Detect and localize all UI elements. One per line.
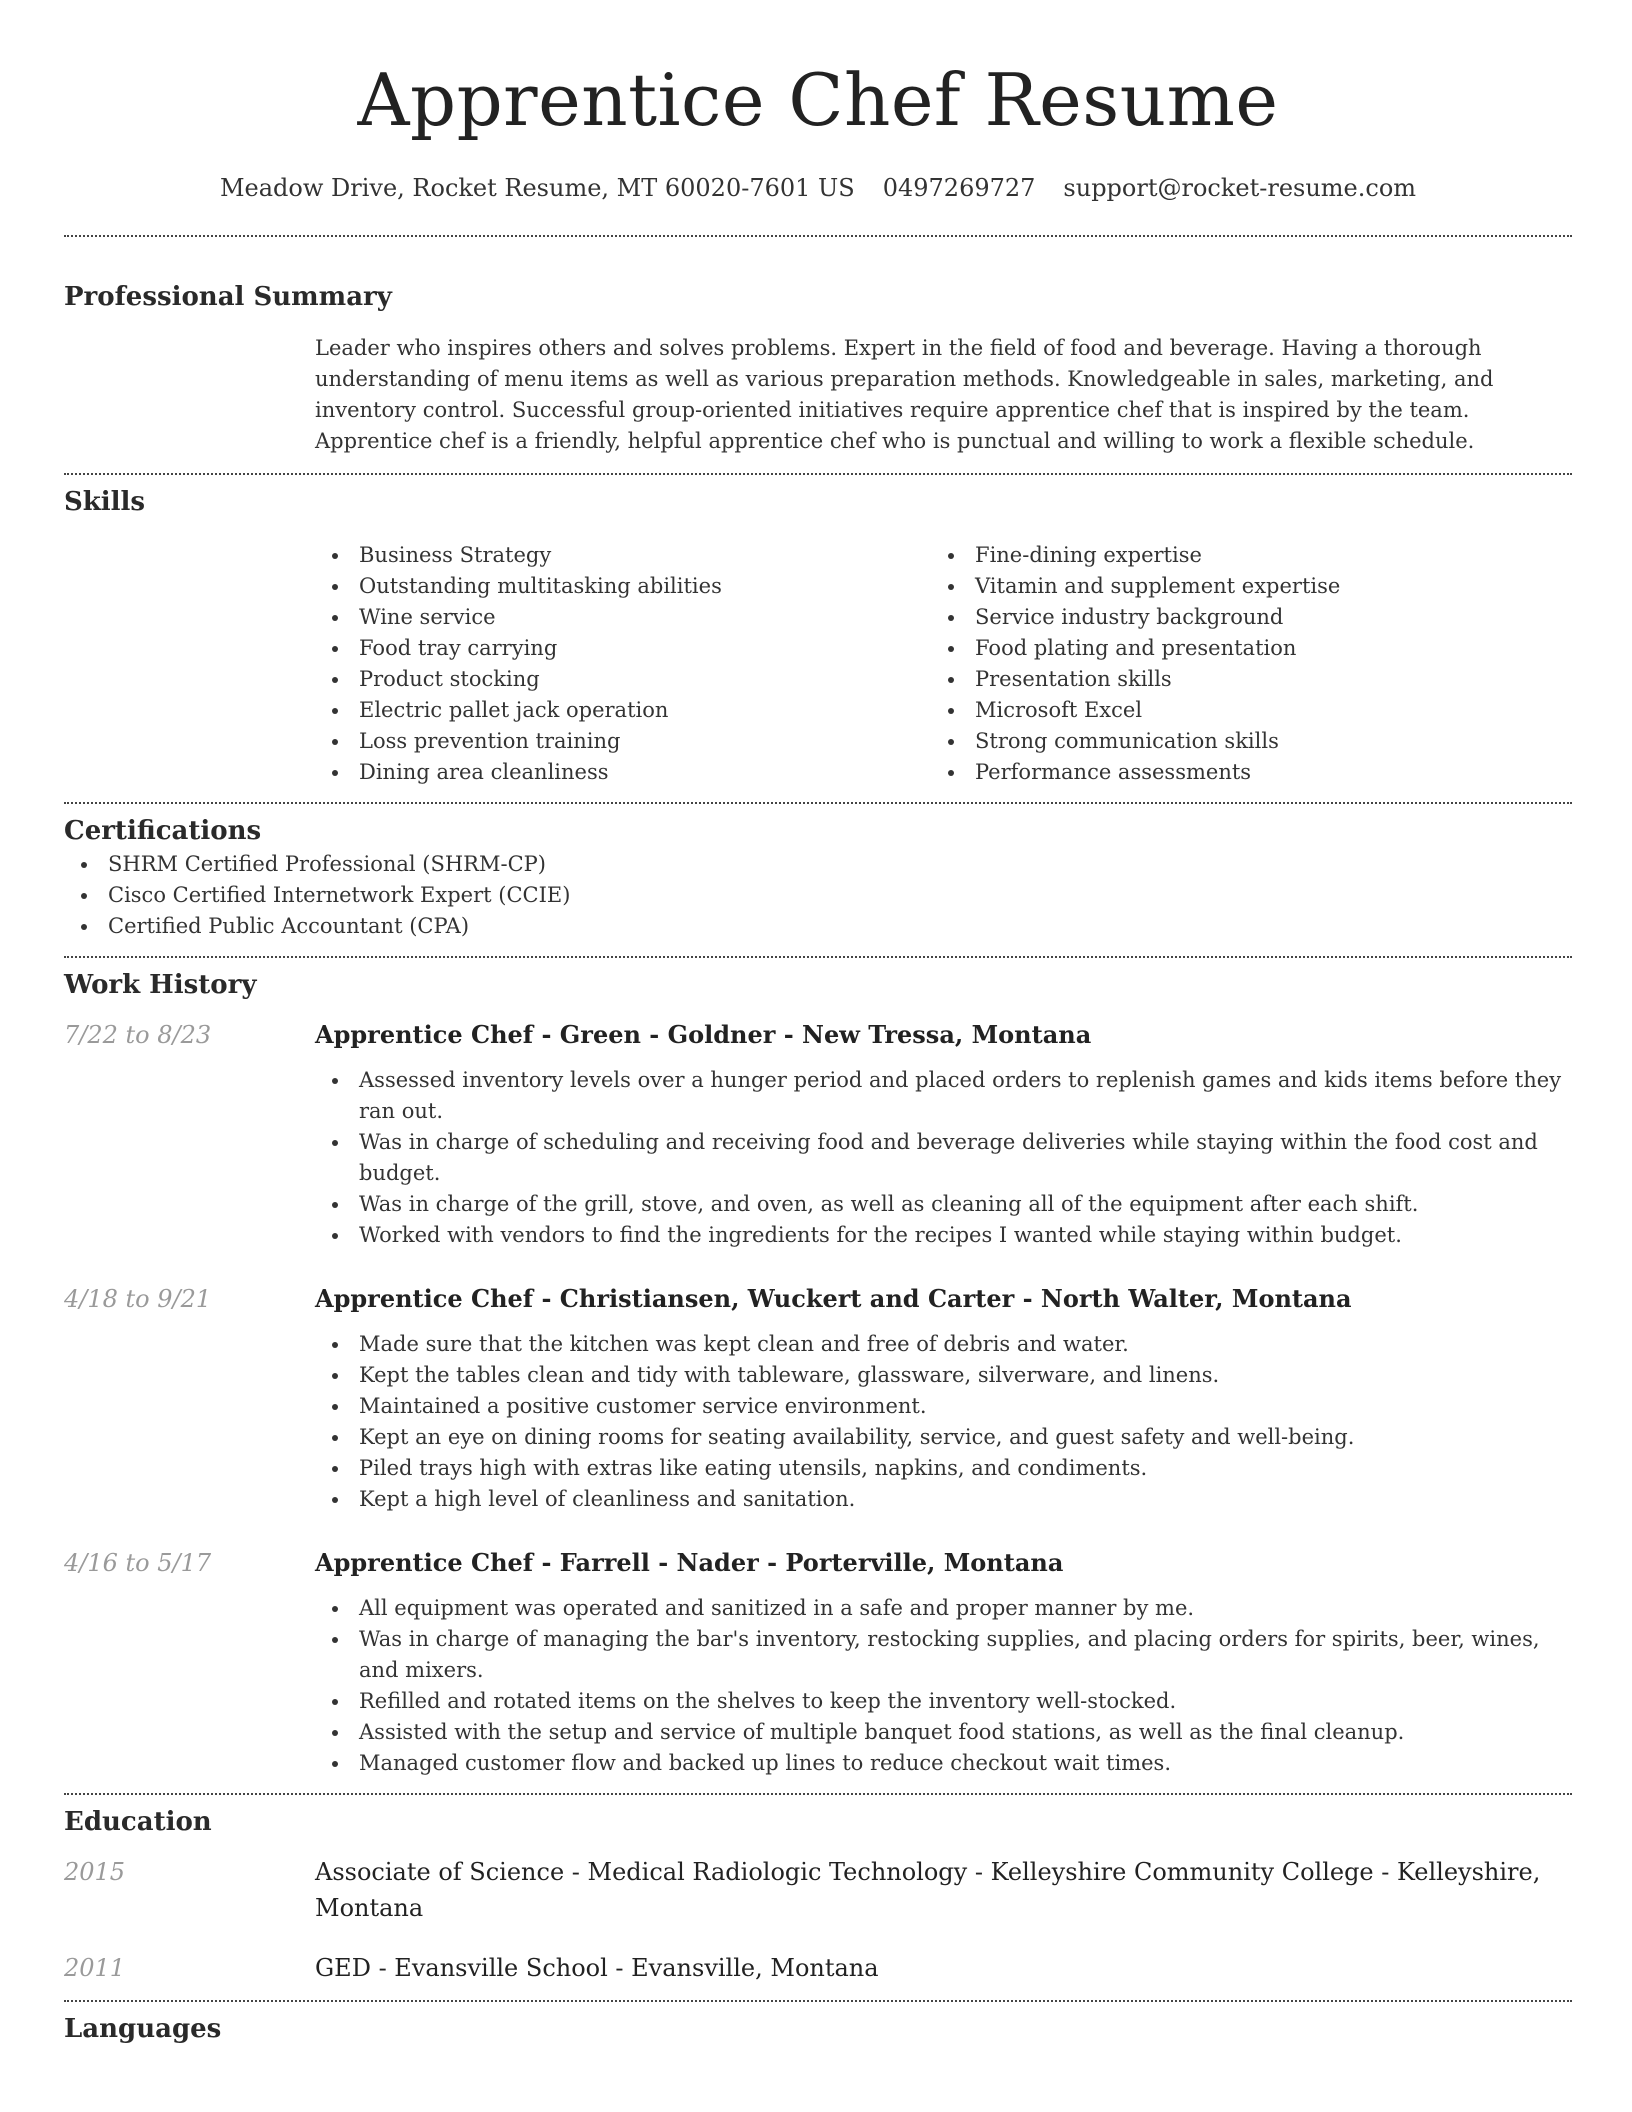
- section-heading-languages: Languages: [64, 2014, 222, 2044]
- list-item: Was in charge of managing the bar's inventory, restocking supplies, and placing orders for spirits, beer, wines, and mixers.: [315, 1624, 1572, 1686]
- work-history-section: [64, 958, 1572, 1793]
- certifications-list: [64, 849, 1572, 942]
- list-item: Kept an eye on dining rooms for seating availability, service, and guest safety and well-being.: [315, 1422, 1572, 1453]
- list-item: Microsoft Excel: [931, 695, 1547, 726]
- education-year: 2015: [64, 1858, 126, 1886]
- list-item: Food plating and presentation: [931, 633, 1547, 664]
- job-title: Apprentice Chef - Christiansen, Wuckert and Carter - North Walter, Montana: [315, 1284, 1352, 1313]
- section-heading-work-history: Work History: [64, 970, 257, 1000]
- list-item: Assessed inventory levels over a hunger period and placed orders to replenish games and kids items before they ran out.: [315, 1065, 1572, 1127]
- list-item: Piled trays high with extras like eating utensils, napkins, and condiments.: [315, 1453, 1572, 1484]
- job-body: [315, 1281, 1572, 1515]
- section-heading-skills: Skills: [64, 487, 146, 517]
- list-item: Loss prevention training: [315, 726, 931, 757]
- list-item: Performance assessments: [931, 757, 1547, 788]
- list-item: Was in charge of scheduling and receiving food and beverage deliveries while staying within the food cost and budget.: [315, 1127, 1572, 1189]
- job-dates: 4/18 to 9/21: [64, 1285, 212, 1313]
- contact-address: Meadow Drive, Rocket Resume, MT 60020-7601 US: [219, 174, 855, 202]
- list-item: Dining area cleanliness: [315, 757, 931, 788]
- list-item: Was in charge of the grill, stove, and oven, as well as cleaning all of the equipment after each shift.: [315, 1189, 1572, 1220]
- job-dates: 7/22 to 8/23: [64, 1021, 212, 1049]
- job-duties-list: [315, 1065, 1572, 1251]
- list-item: Assisted with the setup and service of multiple banquet food stations, as well as the final cleanup.: [315, 1717, 1572, 1748]
- resume-page: [64, 0, 1572, 2112]
- list-item: Food tray carrying: [315, 633, 931, 664]
- education-title: GED - Evansville School - Evansville, Montana: [315, 1954, 879, 1982]
- job-entry: [64, 1281, 1572, 1515]
- list-item: Maintained a positive customer service environment.: [315, 1391, 1572, 1422]
- contact-phone: 0497269727: [882, 174, 1036, 202]
- section-heading-education: Education: [64, 1807, 212, 1837]
- job-body: [315, 1545, 1572, 1779]
- job-duties-list: [315, 1593, 1572, 1779]
- list-item: Kept the tables clean and tidy with tableware, glassware, silverware, and linens.: [315, 1360, 1572, 1391]
- education-entry: [64, 1950, 1572, 1986]
- job-entry: [64, 1017, 1572, 1251]
- skills-section: [64, 475, 1572, 802]
- contact-email[interactable]: support@rocket-resume.com: [1063, 174, 1417, 202]
- section-heading-certifications: Certifications: [64, 816, 262, 846]
- list-item: SHRM Certified Professional (SHRM-CP): [64, 849, 1572, 880]
- list-item: Certified Public Accountant (CPA): [64, 911, 1572, 942]
- list-item: Business Strategy: [315, 540, 931, 571]
- list-item: All equipment was operated and sanitized in a safe and proper manner by me.: [315, 1593, 1572, 1624]
- list-item: Wine service: [315, 602, 931, 633]
- list-item: Managed customer flow and backed up lines to reduce checkout wait times.: [315, 1748, 1572, 1779]
- languages-section: [64, 2002, 1572, 2061]
- professional-summary-section: [64, 237, 1572, 473]
- list-item: Electric pallet jack operation: [315, 695, 931, 726]
- skills-list-right: [931, 540, 1547, 788]
- job-duties-list: [315, 1329, 1572, 1515]
- job-body: [315, 1017, 1572, 1251]
- contact-line: [64, 170, 1572, 206]
- summary-text: Leader who inspires others and solves problems. Expert in the field of food and beverage. Having a thorough understanding of menu items as well as various preparation methods. Knowledgeable in sales, marketing, and inventory control. Successful group-oriented initiatives require apprentice chef that is inspired by the team. Apprentice chef is a friendly, helpful apprentice chef who is punctual and willing to work a flexible schedule.: [315, 336, 1494, 453]
- section-heading-summary: Professional Summary: [64, 282, 392, 312]
- education-title: Associate of Science - Medical Radiologic Technology - Kelleyshire Community College - Kelleyshire, Montana: [315, 1858, 1541, 1922]
- list-item: Vitamin and supplement expertise: [931, 571, 1547, 602]
- job-title: Apprentice Chef - Farrell - Nader - Porterville, Montana: [315, 1548, 1064, 1577]
- education-entry: [64, 1854, 1572, 1926]
- job-entry: [64, 1545, 1572, 1779]
- job-title: Apprentice Chef - Green - Goldner - New Tressa, Montana: [315, 1020, 1092, 1049]
- job-dates: 4/16 to 5/17: [64, 1549, 212, 1577]
- list-item: Service industry background: [931, 602, 1547, 633]
- list-item: Worked with vendors to find the ingredients for the recipes I wanted while staying within budget.: [315, 1220, 1572, 1251]
- list-item: Refilled and rotated items on the shelves to keep the inventory well-stocked.: [315, 1686, 1572, 1717]
- list-item: Strong communication skills: [931, 726, 1547, 757]
- list-item: Product stocking: [315, 664, 931, 695]
- list-item: Kept a high level of cleanliness and sanitation.: [315, 1484, 1572, 1515]
- education-section: [64, 1795, 1572, 2000]
- certifications-section: [64, 804, 1572, 956]
- list-item: Made sure that the kitchen was kept clean and free of debris and water.: [315, 1329, 1572, 1360]
- list-item: Cisco Certified Internetwork Expert (CCIE): [64, 880, 1572, 911]
- education-year: 2011: [64, 1954, 126, 1982]
- skills-list-left: [315, 540, 931, 788]
- list-item: Presentation skills: [931, 664, 1547, 695]
- list-item: Outstanding multitasking abilities: [315, 571, 931, 602]
- list-item: Fine-dining expertise: [931, 540, 1547, 571]
- resume-title: Apprentice Chef Resume: [357, 58, 1279, 142]
- skills-grid: [315, 540, 1572, 788]
